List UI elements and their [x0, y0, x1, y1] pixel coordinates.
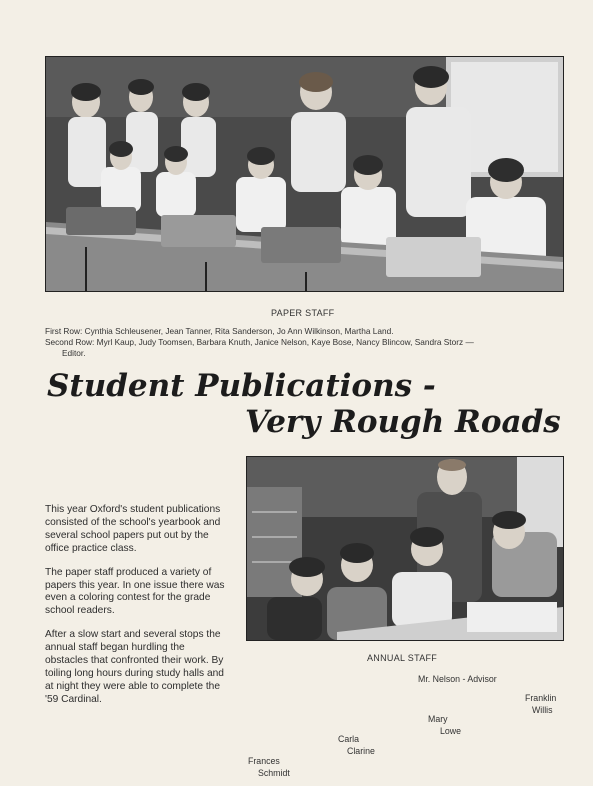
article-paragraph-3: After a slow start and several stops the annual staff began hurdling the obstacles that confronted their work. By toiling long hours during study halls and at night they were able to complete the '59 Cardinal.	[45, 629, 224, 705]
frances-last: Schmidt	[258, 768, 290, 778]
advisor-name: Mr. Nelson - Advisor	[418, 674, 497, 684]
paper-staff-second-row-cont: Editor.	[62, 348, 86, 358]
frances-first: Frances	[248, 756, 280, 766]
carla-last: Clarine	[347, 746, 375, 756]
paper-staff-second-row: Second Row: Myrl Kaup, Judy Toomsen, Barbara Knuth, Janice Nelson, Kaye Bose, Nancy Blincow, Sandra Storz —	[45, 337, 474, 347]
annual-staff-caption: ANNUAL STAFF	[367, 653, 438, 663]
paper-staff-caption: PAPER STAFF	[271, 308, 335, 318]
article-paragraph-1: This year Oxford's student publications consisted of the school's yearbook and several school papers put out by the office practice class.	[45, 504, 221, 554]
paper-staff-photo	[45, 56, 564, 292]
headline-line-2: Very Rough Roads	[245, 404, 561, 440]
carla-first: Carla	[338, 734, 360, 744]
franklin-first: Franklin	[525, 693, 557, 703]
paper-staff-first-row: First Row: Cynthia Schleusener, Jean Tanner, Rita Sanderson, Jo Ann Wilkinson, Martha Land.	[45, 326, 394, 336]
article-body	[45, 504, 229, 718]
headline-line-1: Student Publications -	[47, 368, 436, 404]
article-paragraph-2: The paper staff produced a variety of papers this year. In one issue there was even a coloring contest for the grade school readers.	[45, 566, 225, 617]
annual-staff-photo	[246, 456, 564, 641]
franklin-last: Willis	[532, 705, 553, 715]
mary-last: Lowe	[440, 726, 462, 736]
mary-first: Mary	[428, 714, 448, 724]
